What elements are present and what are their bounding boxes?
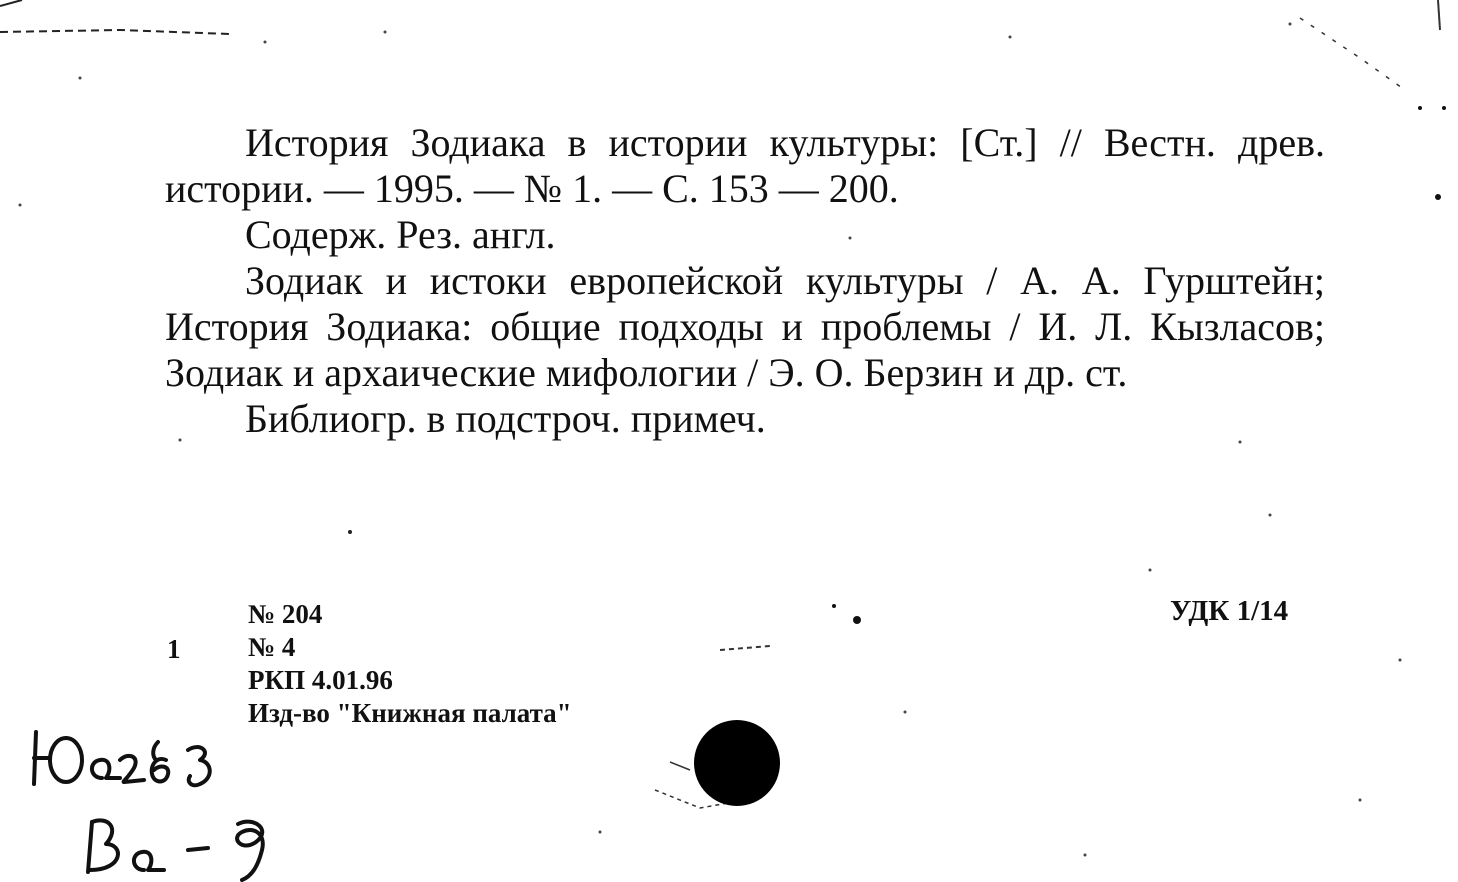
udk-code: УДК 1/14 (1170, 595, 1289, 627)
bibliographic-description (165, 120, 1325, 442)
card-number: № 204 (248, 599, 323, 629)
title-paragraph: История Зодиака в истории культуры: [Ст.] // Вестн. древ. истории. — 1995. — № 1. — С. 153 — 200. (165, 120, 1325, 211)
issue-number: № 4 (248, 632, 296, 662)
handwritten-line-2 (88, 820, 263, 880)
handwritten-shelfmark (28, 720, 328, 882)
bibliography-note: Библиогр. в подстроч. примеч. (245, 396, 766, 441)
punch-hole (694, 720, 780, 806)
contents-note: Содерж. Рез. англ. (245, 212, 556, 257)
handwritten-line-1 (34, 732, 210, 785)
copy-number: 1 (167, 634, 181, 664)
rkp-date: РКП 4.01.96 (248, 665, 393, 695)
publisher: Изд-во "Книжная палата" (248, 698, 572, 728)
imprint-block (248, 598, 572, 730)
articles-list: Зодиак и истоки европейской культуры / А. А. Гурштейн; История Зодиака: общие подходы и проблемы / И. Л. Кызласов; Зодиак и архаические мифологии / Э. О. Берзин и др. ст. (165, 258, 1325, 395)
